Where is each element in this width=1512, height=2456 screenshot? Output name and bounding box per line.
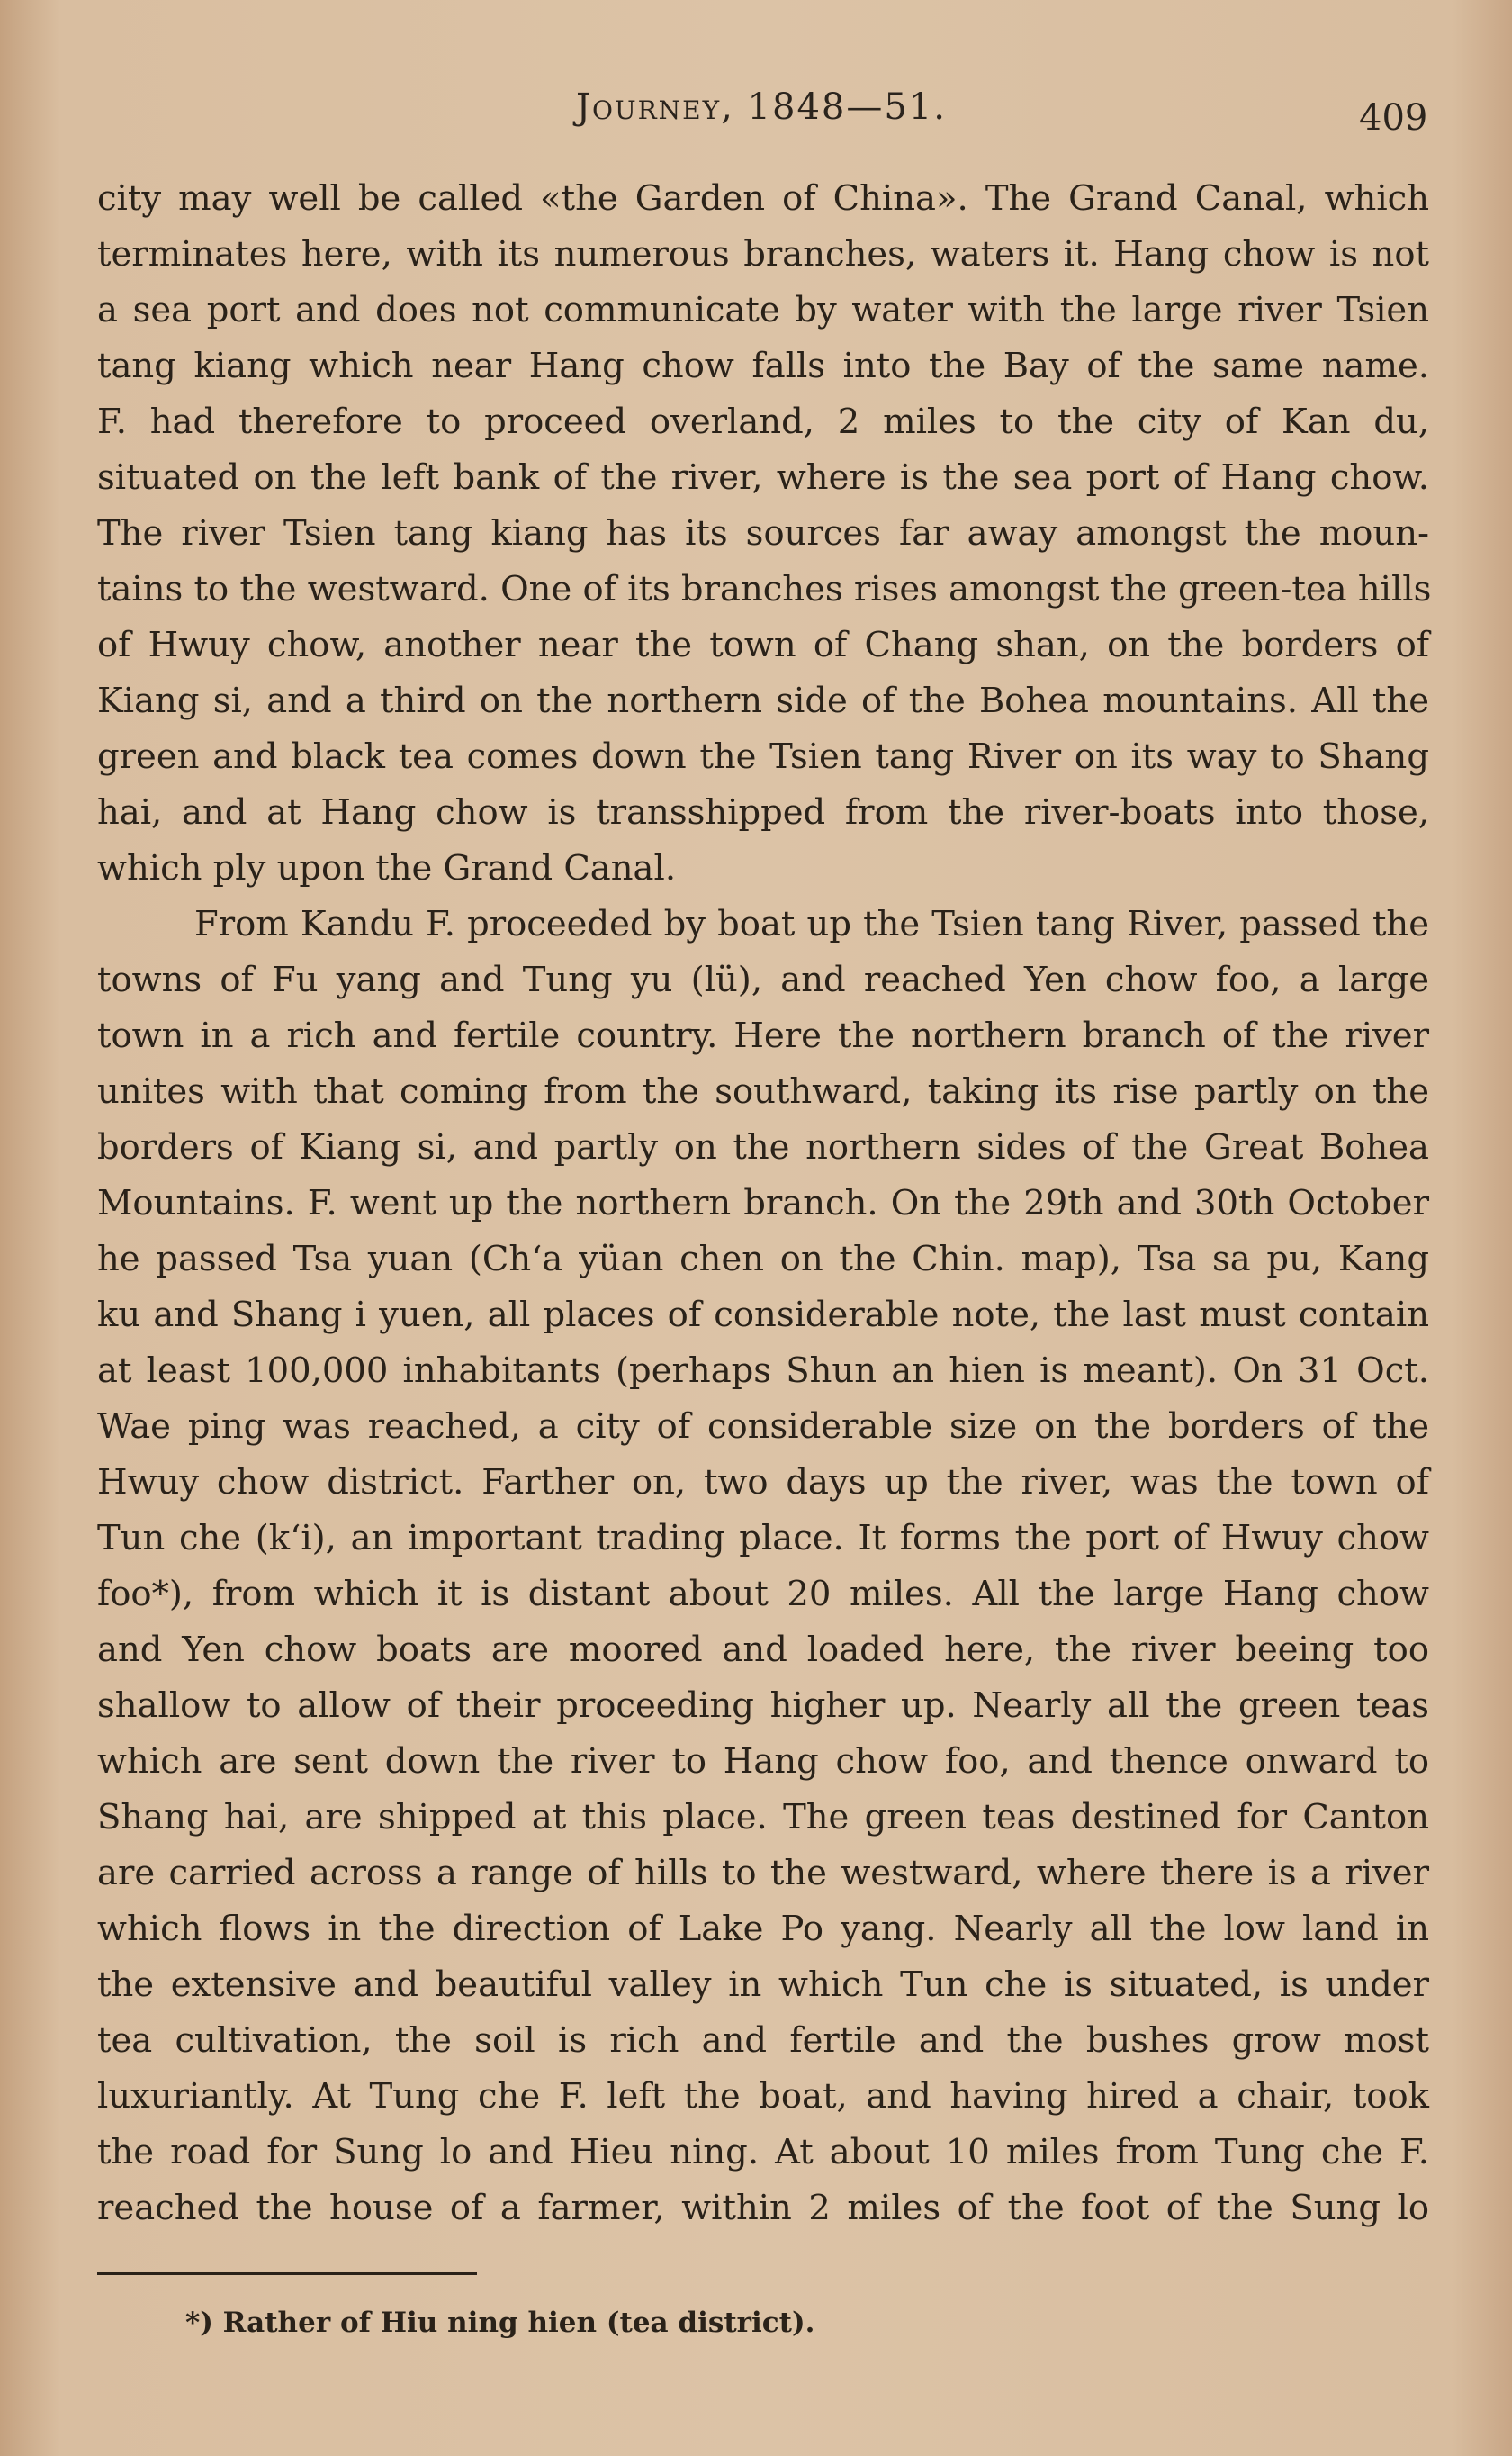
text-line: towns of Fu yang and Tung yu (lü), and reached Yen chow foo, a large (97, 960, 1429, 1000)
text-line: The river Tsien tang kiang has its sources far away amongst the moun- (97, 513, 1429, 554)
text-line: borders of Kiang si, and partly on the northern sides of the Great Bohea (97, 1127, 1429, 1168)
text-line: luxuriantly. At Tung che F. left the boat, and having hired a chair, took (97, 2076, 1429, 2117)
text-line: Wae ping was reached, a city of considerable size on the borders of the (97, 1406, 1429, 1447)
text-line: which ply upon the Grand Canal. (97, 848, 677, 889)
text-line: foo*), from which it is distant about 20 miles. All the large Hang chow (97, 1574, 1429, 1614)
text-line: the road for Sung lo and Hieu ning. At about 10 miles from Tung che F. (97, 2132, 1429, 2172)
running-head-small-caps: ourney (592, 86, 722, 128)
text-line: at least 100,000 inhabitants (perhaps Shun an hien is meant). On 31 Oct. (97, 1350, 1429, 1391)
text-line: terminates here, with its numerous branches, waters it. Hang chow is not (97, 234, 1429, 275)
text-line: tang kiang which near Hang chow falls into the Bay of the same name. (97, 346, 1429, 386)
text-line: are carried across a range of hills to the westward, where there is a river (97, 1853, 1429, 1893)
text-line: shallow to allow of their proceeding higher up. Nearly all the green teas (97, 1685, 1429, 1726)
text-line: From Kandu F. proceeded by boat up the Tsien tang River, passed the (194, 904, 1429, 944)
text-line: tea cultivation, the soil is rich and fertile and the bushes grow most (97, 2020, 1429, 2061)
page-number: 409 (1359, 97, 1428, 139)
page-header (0, 86, 1512, 140)
footnote: *) Rather of Hiu ning hien (tea district). (185, 2307, 815, 2339)
text-line: tains to the westward. One of its branches rises amongst the green-tea hills (97, 569, 1432, 609)
text-line: town in a rich and fertile country. Here the northern branch of the river (97, 1016, 1429, 1056)
body-text (97, 171, 1432, 2236)
text-line: situated on the left bank of the river, where is the sea port of Hang chow. (97, 457, 1429, 498)
text-line: ku and Shang i yuen, all places of considerable note, the last must contain (97, 1295, 1429, 1335)
footnote-divider (97, 2272, 477, 2275)
text-line: Mountains. F. went up the northern branch. On the 29th and 30th October (97, 1183, 1429, 1223)
running-head-tail: , 1848—51. (721, 86, 947, 128)
text-line: F. had therefore to proceed overland, 2 miles to the city of Kan du, (97, 402, 1429, 442)
text-line: the extensive and beautiful valley in which Tun che is situated, is under (97, 1964, 1429, 2005)
text-line: Tun che (kʻi), an important trading place. It forms the port of Hwuy chow (97, 1518, 1429, 1558)
text-line: hai, and at Hang chow is transshipped from the river-boats into those, (97, 792, 1429, 833)
text-line: and Yen chow boats are moored and loaded here, the river beeing too (97, 1630, 1429, 1670)
text-line: he passed Tsa yuan (Chʻa yüan chen on the Chin. map), Tsa sa pu, Kang (97, 1239, 1429, 1279)
text-line: a sea port and does not communicate by water with the large river Tsien (97, 290, 1429, 330)
text-line: reached the house of a farmer, within 2 miles of the foot of the Sung lo (97, 2188, 1429, 2228)
running-head (576, 86, 947, 128)
text-line: Kiang si, and a third on the northern side of the Bohea mountains. All the (97, 681, 1429, 721)
running-head-initial: J (576, 86, 593, 128)
text-line: unites with that coming from the southward, taking its rise partly on the (97, 1071, 1429, 1112)
text-line: of Hwuy chow, another near the town of Chang shan, on the borders of (97, 625, 1429, 665)
text-line: city may well be called «the Garden of China». The Grand Canal, which (97, 178, 1429, 219)
text-line: Hwuy chow district. Farther on, two days up the river, was the town of (97, 1462, 1429, 1503)
text-line: Shang hai, are shipped at this place. The green teas destined for Canton (97, 1797, 1429, 1837)
text-line: which flows in the direction of Lake Po yang. Nearly all the low land in (97, 1909, 1429, 1949)
text-line: which are sent down the river to Hang chow foo, and thence onward to (97, 1741, 1429, 1782)
text-line: green and black tea comes down the Tsien tang River on its way to Shang (97, 736, 1429, 777)
